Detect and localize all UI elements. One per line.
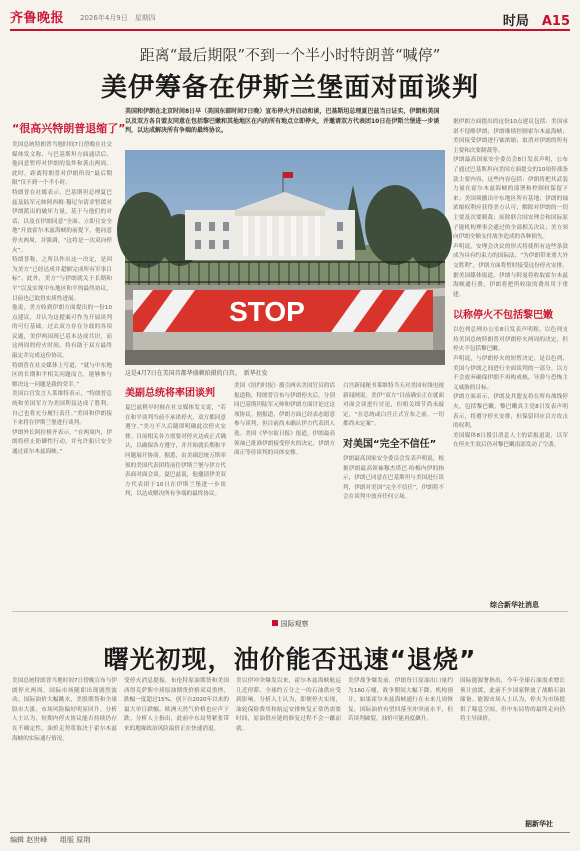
left-paragraph: 特朗普在社交媒体上写道，“就与中东地区的长期和平相关问题而言，能够参与解决这一问题是我的荣幸。” [12, 362, 112, 388]
bottom-column-2 [124, 677, 229, 825]
bottom-paragraph: 国际能源署指出，今年全球石油需求增长预计放缓，此前不少国家释放了战略石油储备。能源市场人士认为，停火为市场提供了喘息空间，但中东局势的最终走向仍将主导油价。 [460, 678, 565, 723]
bottom-column-5 [460, 677, 565, 815]
section-divider [12, 611, 568, 612]
right-paragraph: 据伊朗方面提出的这份10点建议包括：美国承诺不侵略伊朗；伊朗继续控制霍尔木兹海峡；美国接受伊朗进行铀浓缩；取消对伊朗的所有主要和次要制裁等。 [453, 119, 568, 154]
masthead [10, 6, 570, 28]
left-paragraph: 特朗普在社媒表示，巴基斯坦总理夏巴兹及陆军元帅阿西姆·穆尼尔请求暂缓对伊朗派出的破坏力量，基于与他们的对话，以及在伊朗同意“全面、立即且安全地”开放霍尔木兹海峡的前提下，他同意停火两周，并强调，“这将是一次双向停火”。 [12, 189, 112, 254]
kicker-headline: 距离“最后期限”不到一个半小时特朗普“喊停” [139, 46, 441, 64]
section-label [503, 10, 570, 29]
editor-credit: 编辑 赵世峰 [10, 836, 48, 844]
second-headline: 曙光初现，油价能否迅速“退烧” [103, 645, 477, 674]
bottom-column-4 [348, 677, 453, 825]
white-house-photo [125, 150, 445, 365]
right-paragraph: 伊朗最高国家安全委员会8日发表声明，公布了通过巴基斯坦向美国方面提交的10项停战条款主要内容，这些内容包括：伊朗将把其武装力量在霍尔木兹海峡的部署和控制权保留下来；美国须撤出中东地区所有基地；伊朗的铀浓缩权利应获得美方认可；解除对伊朗的一切主要及次要制裁；废除联合国安理会和国际原子能机构理事会通过的全部相关决议；美方须向伊朗全额支付战争造成的各种损失。 [453, 157, 568, 241]
bottom-paragraph: 美伊战争爆发前，伊朗每日原油出口量约为160万桶，战争期间大幅下降。机构预计，如果霍尔木兹海峡通行在未来几周恢复，国际油价有望回落至冲突前水平，但若谈判破裂，油价可能再度飙升。 [348, 678, 453, 723]
middle-column-2 [234, 382, 335, 538]
mid-paragraph: 美国《纽约时报》援引两名美国官员的话报道称，特朗普宣布与伊朗停火后，分别同巴基斯坦陆军元帅和伊朗方面讨论过这项协议。据报道，伊朗方面已经表态愿意参与谈判，但目前尚未确认伊方代表团人选。美国《华尔街日报》报道，伊朗最高领袖已批准伊朗接受停火的决定，伊朗方面正等待谈判的具体安排。 [234, 383, 335, 457]
source-credit: 综合新华社消息 [490, 601, 539, 609]
tag-marker-icon [272, 620, 278, 626]
mid-subhead-1: 美副总统将率团谈判 [125, 388, 215, 399]
mid-paragraph: 夏巴兹稍早时候在社交媒体发文说，“若在和平谈判当前不承诺停火，双方都同意遵守。”美方不久后随即明确此次停火安排。目前相关各方需要对停火达成正式确认，以确保各方遵守，并开始就长期和平问题展开协商。据悉，由美副总统万斯率领的美国代表团将前往伊斯兰堡与伊方代表面对面会谈。夏巴兹说，他邀请伊美双方代表团于10日在伊斯兰堡进一步谈判，以达成解决所有争端的最终协议。 [125, 405, 226, 498]
right-paragraph: 以色列总理办公室8日发表声明称，以色列支持美国总统特朗普对伊朗停火两周的决定，但停火不包括黎巴嫩。 [453, 327, 568, 353]
photo-caption: 这是4月7日在美国首都华盛顿拍摄的白宫。 新华社发 [125, 370, 268, 377]
photo-illustration [125, 150, 445, 365]
bottom-column-1 [12, 677, 117, 825]
mid-paragraph: 白宫新闻秘书莱维特当天对美国有线电视新闻网说，美伊“双方”目前确实正在就面对面会谈进行讨论，但相关细节尚未敲定，“在总统或白宫正式宣布之前，一切都尚未定案”。 [343, 383, 444, 428]
right-column [453, 118, 568, 618]
right-paragraph: 声明说，与伊朗停火的短暂决定，是以色列、美国与伊朗之间进行全面谈判的一部分。以方不会放弃确保伊朗不再构成核、导弹与恐怖主义威胁的目标。 [453, 356, 568, 391]
middle-column-3 [343, 382, 444, 538]
left-paragraph: 伊朗外长阿拉格齐表示，“在两周内，伊朗将停止防御性行动，并允许船只安全通过霍尔木兹海峡。” [12, 429, 112, 455]
footer [10, 835, 570, 847]
main-headline: 美伊筹备在伊斯兰堡面对面谈判 [100, 73, 479, 103]
middle-column-1 [125, 382, 226, 538]
left-subhead: “很高兴特朗普退缩了” [12, 122, 126, 135]
designer-credit: 组版 原荆 [60, 836, 91, 844]
bottom-paragraph: 美以伊冲突爆发以来，霍尔木兹海峡航运几近停滞，全球约五分之一的石油供应受到影响。分析人士认为，即便停火实现，油轮保险费用和航运安排恢复正常仍需要时间，原油供应链的修复过程不会一蹴而就。 [236, 678, 341, 732]
left-column [12, 118, 126, 536]
mid-paragraph: 伊朗最高国家安全委员会发表声明说，根据伊朗最高领袖穆杰塔巴·哈梅内伊的指示，伊朗已同意在巴基斯坦与美国进行谈判，伊朗对美国“完全不信任”，伊朗将不会在谈判中放弃任何立场。 [343, 455, 444, 501]
right-subhead: 以称停火不包括黎巴嫩 [453, 310, 553, 322]
right-paragraph: 声明说，安理会决议的形式将使所有这些条款成为具有约束力的国际法。“为伊朗带来重大外交胜利”，伊朗方面将暂时接受这份停火安排。 [453, 243, 568, 269]
stop-sign-text: STOP [229, 296, 305, 327]
left-paragraph: 美国白宫发言人莱维特表示，“特朗普总统和美国军方为美国利益达成了胜利，自己也将充分履行责任。”美国和伊朗接下来将在伊斯兰堡进行谈判。 [12, 391, 112, 427]
left-paragraph: 他说，美方收到伊朗方面提出的一份10点建议，并认为这提案可作为开展谈判的可行基础。过去双方存在分歧的各项议题，美伊两国现已基本达成共识，而这两周的停火时间，将有助于双方最终敲定并完成这份协议。 [12, 305, 112, 360]
page-number: A15 [541, 14, 570, 29]
right-paragraph: 伊朗方面表示，伊朗及其盟友将在所有战线停火，包括黎巴嫩。黎巴嫩真主党8日发表声明表示，将遵守停火安排，但保留回应以方攻击的权利。 [453, 394, 568, 430]
section-tag [240, 618, 340, 630]
bottom-paragraph: 受停火消息提振，布伦特原油期货和美国西得克萨斯中质原油期货价格双双重挫，跌幅一度超过15%，创下自2020年以来的最大单日跌幅。欧洲天然气价格也应声下跌。分析人士指出，此前中东局势紧张带来的地缘政治风险溢价正在快速消退。 [124, 678, 229, 732]
left-paragraph: 美国总统特朗普当地时间7日傍晚在社交媒体发文称，与巴基斯坦方面通话后，他同意暂停对伊朗的轰炸和袭击两周。此时，距离特朗普对伊朗所设“最后期限”仅不到一个半小时。 [12, 142, 112, 187]
newspaper-logo: 齐鲁晚报 [10, 11, 65, 26]
right-paragraph: 美国媒体8日援引消息人士的话报道说，以军在停火生效后仍对黎巴嫩南部发动了空袭。 [453, 432, 568, 449]
bottom-credit: 据新华社 [525, 820, 553, 828]
publication-date: 2026年4月9日 星期四 [80, 14, 156, 22]
section-tag-label: 国际观察 [280, 620, 309, 628]
left-paragraph: 特朗普称，之所以作出这一决定，是因为美方“已经达成并超额完成所有军事目标”。此外，美方“与伊朗就关于长期和平”以及实现中东地区和平的最终协议，目前也已取得实质性进展。 [12, 257, 112, 302]
bottom-paragraph: 美国总统特朗普当地时间7日傍晚宣布与伊朗停火两周，国际市场随即出现剧烈波动。国际油价大幅跳水，美股期货和全球股市大涨，市场风险偏好明显回升。分析人士认为，短期内停火协议能否持续仍存在不确定性，油价走势将取决于霍尔木兹海峡的实际通行情况。 [12, 678, 117, 742]
right-paragraph: 据美国媒体报道，伊朗与阿曼将收取霍尔木兹海峡通行费，伊朗将把所收取的费用用于重建。 [453, 272, 568, 298]
masthead-rule [10, 29, 570, 31]
mid-subhead-2: 对美国“完全不信任” [343, 438, 437, 450]
footer-rule [10, 832, 570, 833]
lead-paragraph: 美国和伊朗在北京时间8日早（美国东部时间7日晚）宣布停火并启动和谈，巴基斯坦总理夏巴兹当日证实，伊朗和美国以及双方各自盟友同意在包括黎巴嫩和其他地区在内的所有地点立即停火，并邀请双方代表团10日在伊斯兰堡进一步谈判，以达成解决所有争端的最终协议。 [125, 108, 440, 135]
bottom-column-3 [236, 677, 341, 825]
section-name: 时局 [502, 14, 529, 29]
